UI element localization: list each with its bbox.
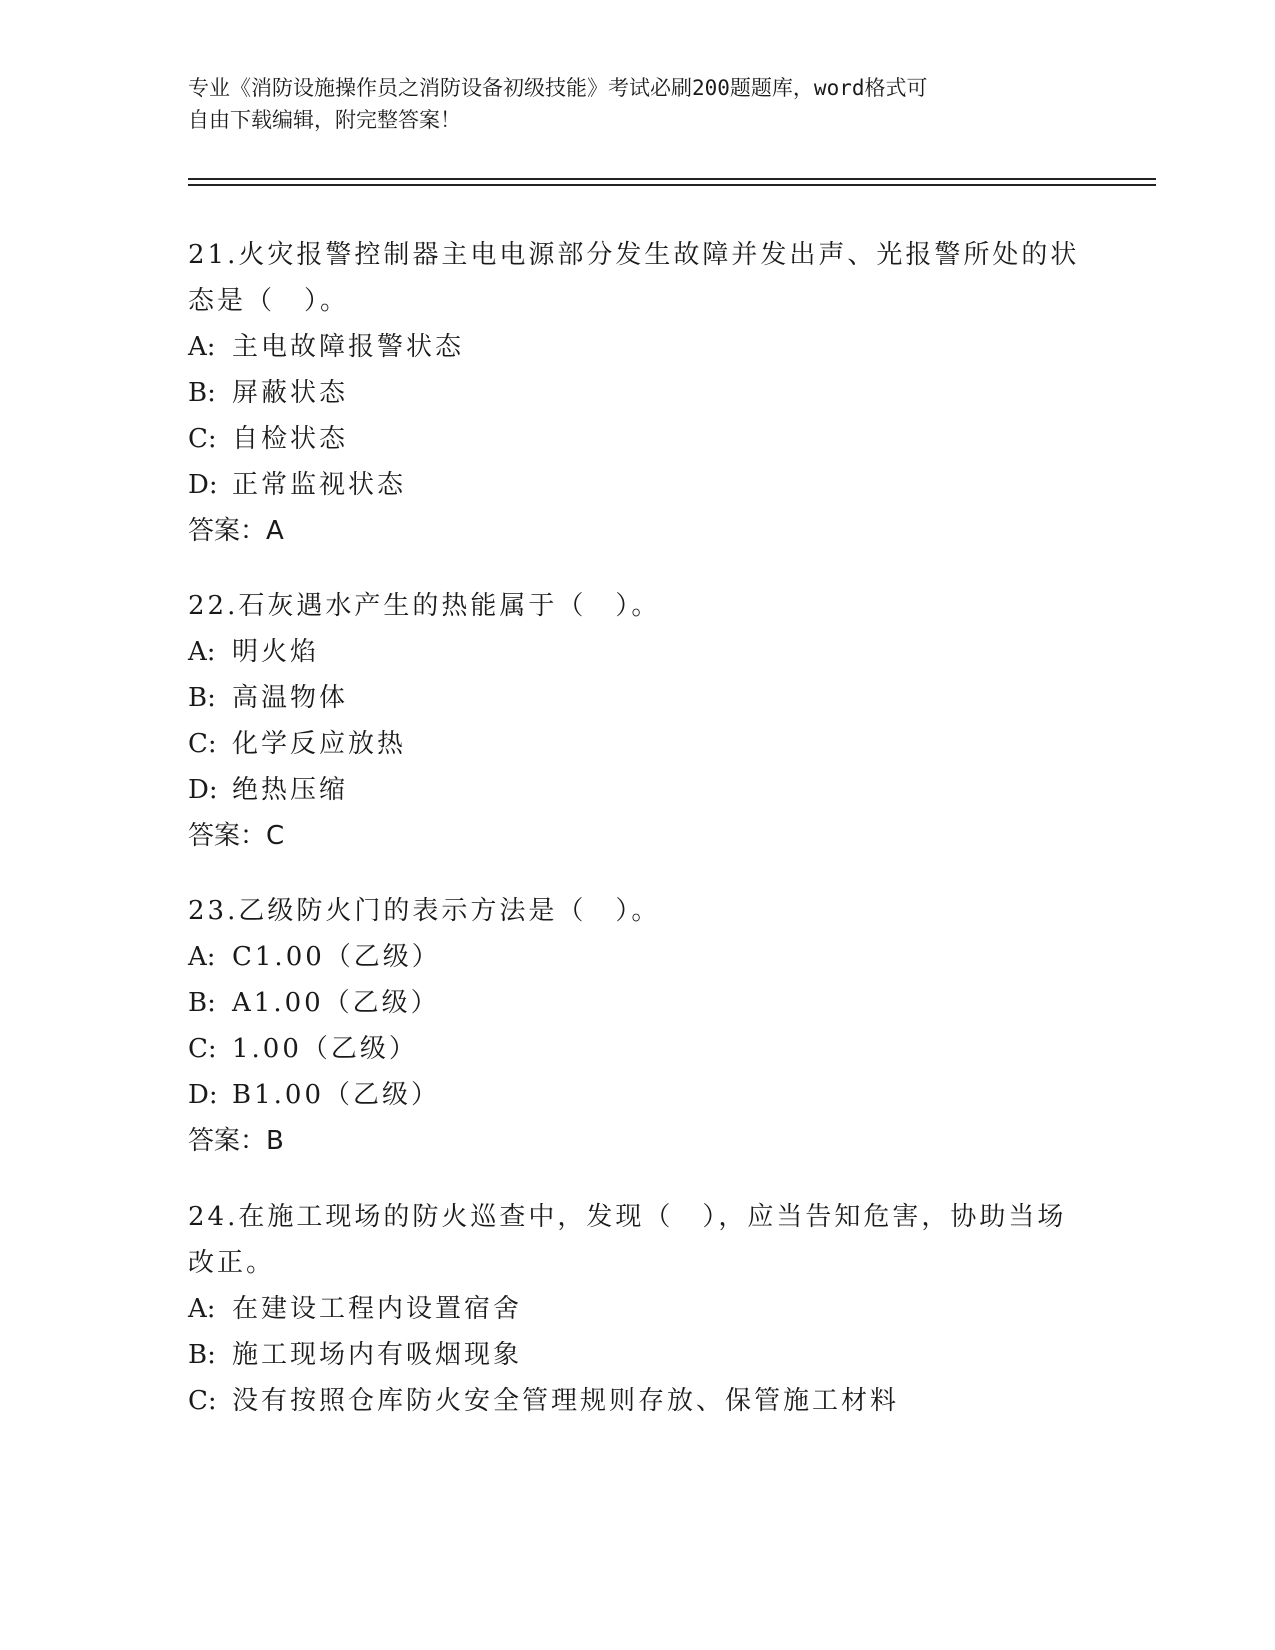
option-a: [188, 1286, 1088, 1332]
option-c: [188, 416, 1088, 462]
option-b: [188, 1332, 1088, 1378]
option-text: B1.00（乙级）: [232, 1080, 440, 1110]
option-text: 施工现场内有吸烟现象: [232, 1340, 523, 1370]
option-letter: D:: [188, 775, 218, 805]
answer: 答案：B: [188, 1126, 284, 1156]
option-text: 在建设工程内设置宿舍: [232, 1294, 523, 1324]
option-b: [188, 980, 1088, 1026]
question-text: 24.在施工现场的防火巡查中，发现（ ），应当告知危害，协助当场改正。: [188, 1202, 1067, 1278]
header-line-2: 自由下载编辑，附完整答案！: [188, 108, 461, 132]
option-c: [188, 1026, 1088, 1072]
option-text: 自检状态: [232, 424, 349, 454]
option-b: [188, 675, 1088, 721]
answer: 答案：A: [188, 516, 284, 546]
option-letter: C:: [188, 1386, 217, 1416]
option-a: [188, 629, 1088, 675]
option-letter: C:: [188, 424, 217, 454]
question-24: [188, 1194, 1088, 1424]
option-letter: B:: [188, 378, 216, 408]
answer: 答案：C: [188, 821, 285, 851]
option-letter: D:: [188, 470, 218, 500]
option-letter: B:: [188, 1340, 216, 1370]
question-text: 22.石灰遇水产生的热能属于（ ）。: [188, 591, 661, 621]
option-letter: A:: [188, 942, 216, 972]
header-line-1: 专业《消防设施操作员之消防设备初级技能》考试必刷200题题库，word格式可: [188, 76, 928, 100]
option-text: 明火焰: [232, 637, 320, 667]
option-d: [188, 1072, 1088, 1118]
header-divider-top: [188, 178, 1156, 180]
option-text: 屏蔽状态: [232, 378, 349, 408]
option-letter: C:: [188, 729, 217, 759]
question-text: 23.乙级防火门的表示方法是（ ）。: [188, 896, 661, 926]
option-text: 1.00（乙级）: [232, 1034, 418, 1064]
option-a: [188, 934, 1088, 980]
document-header: [188, 72, 1088, 136]
option-letter: C:: [188, 1034, 217, 1064]
option-text: A1.00（乙级）: [232, 988, 440, 1018]
option-letter: A:: [188, 332, 216, 362]
option-letter: B:: [188, 988, 216, 1018]
option-text: 高温物体: [232, 683, 349, 713]
header-divider-bottom: [188, 184, 1156, 186]
question-22: [188, 583, 1088, 859]
option-text: 化学反应放热: [232, 729, 407, 759]
option-text: C1.00（乙级）: [232, 942, 441, 972]
option-d: [188, 462, 1088, 508]
option-letter: A:: [188, 1294, 216, 1324]
option-a: [188, 324, 1088, 370]
option-c: [188, 721, 1088, 767]
question-23: [188, 888, 1088, 1164]
option-text: 主电故障报警状态: [232, 332, 465, 362]
option-text: 没有按照仓库防火安全管理规则存放、保管施工材料: [232, 1386, 900, 1416]
option-b: [188, 370, 1088, 416]
option-text: 正常监视状态: [232, 470, 407, 500]
question-21: [188, 232, 1088, 554]
option-d: [188, 767, 1088, 813]
option-c: [188, 1378, 1088, 1424]
option-letter: A:: [188, 637, 216, 667]
question-text: 21.火灾报警控制器主电电源部分发生故障并发出声、光报警所处的状态是（ ）。: [188, 240, 1080, 316]
option-letter: B:: [188, 683, 216, 713]
option-letter: D:: [188, 1080, 218, 1110]
option-text: 绝热压缩: [232, 775, 349, 805]
